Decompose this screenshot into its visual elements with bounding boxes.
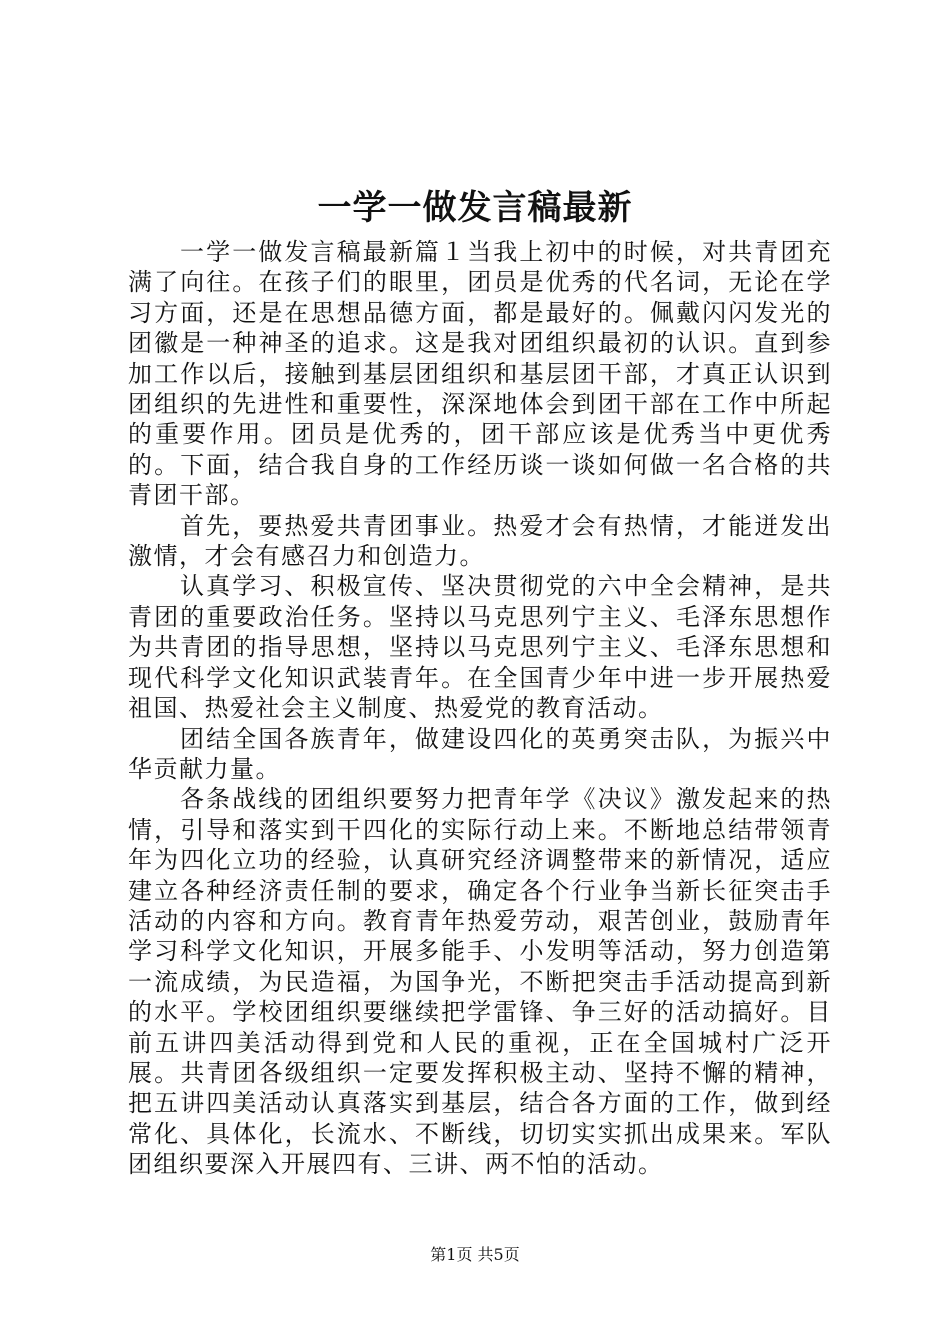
paragraph-4: 团结全国各族青年，做建设四化的英勇突击队，为振兴中华贡献力量。 (128, 724, 832, 783)
paragraph-5: 各条战线的团组织要努力把青年学《决议》激发起来的热情，引导和落实到干四化的实际行动上来。不断地总结带领青年为四化立功的经验，认真研究经济调整带来的新情况，适应建立各种经济责任制的要求，确定各个行业争当新长征突击手活动的内容和方向。教育青年热爱劳动，艰苦创业，鼓励青年学习科学文化知识，开展多能手、小发明等活动，努力创造第一流成绩，为民造福，为国争光，不断把突击手活动提高到新的水平。学校团组织要继续把学雷锋、争三好的活动搞好。目前五讲四美活动得到党和人民的重视，正在全国城村广泛开展。共青团各级组织一定要发挥积极主动、坚持不懈的精神，把五讲四美活动认真落实到基层，结合各方面的工作，做到经常化、具体化，长流水、不断线，切切实实抓出成果来。军队团组织要深入开展四有、三讲、两不怕的活动。 (128, 785, 832, 1179)
paragraph-3: 认真学习、积极宣传、坚决贯彻党的六中全会精神，是共青团的重要政治任务。坚持以马克思列宁主义、毛泽东思想作为共青团的指导思想，坚持以马克思列宁主义、毛泽东思想和现代科学文化知识武装青年。在全国青少年中进一步开展热爱祖国、热爱社会主义制度、热爱党的教育活动。 (128, 572, 832, 723)
document-body (128, 237, 832, 1180)
page-footer: 第1页 共5页 (430, 1245, 520, 1264)
paragraph-1: 一学一做发言稿最新篇１当我上初中的时候，对共青团充满了向往。在孩子们的眼里，团员是优秀的代名词，无论在学习方面，还是在思想品德方面，都是最好的。佩戴闪闪发光的团徽是一种神圣的追求。这是我对团组织最初的认识。直到参加工作以后，接触到基层团组织和基层团干部，才真正认识到团组织的先进性和重要性，深深地体会到团干部在工作中所起的重要作用。团员是优秀的，团干部应该是优秀当中更优秀的。下面，结合我自身的工作经历谈一谈如何做一名合格的共青团干部。 (128, 238, 832, 510)
document-title: 一学一做发言稿最新 (317, 188, 633, 228)
paragraph-2: 首先，要热爱共青团事业。热爱才会有热情，才能迸发出激情，才会有感召力和创造力。 (128, 511, 832, 571)
